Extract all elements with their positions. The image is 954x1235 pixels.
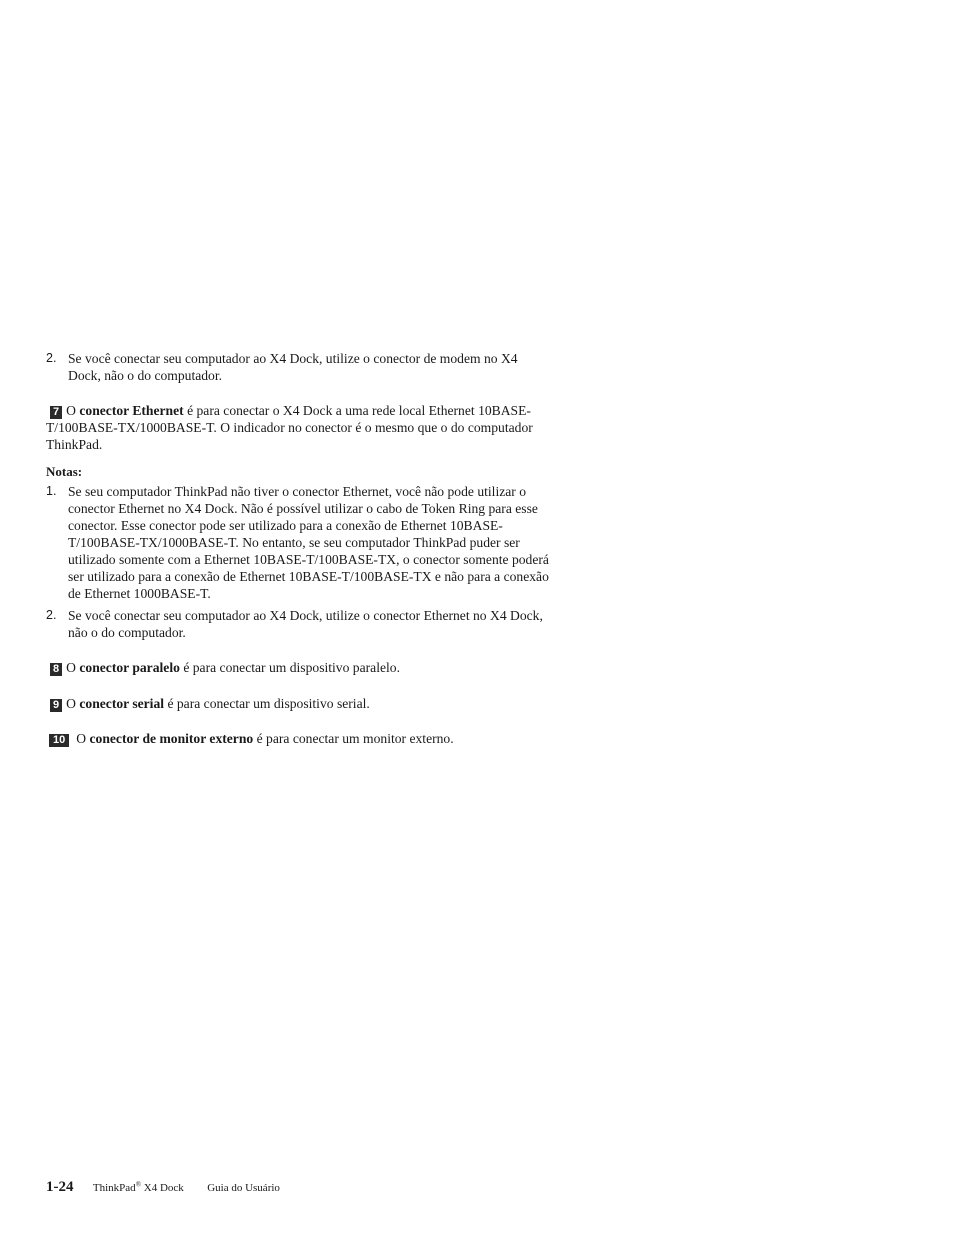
lead-text: O	[66, 403, 76, 418]
term-ethernet: conector Ethernet	[79, 403, 184, 418]
lead-text: O	[76, 731, 87, 746]
list-item-text: Se você conectar seu computador ao X4 Dock, utilize o conector Ethernet no X4 Dock, não o do computador.	[68, 608, 543, 640]
serial-description: é para conectar um dispositivo serial.	[167, 696, 370, 711]
product-model: X4 Dock	[143, 1182, 184, 1194]
list-item-note-1	[46, 483, 551, 602]
list-item-modem-note	[46, 350, 551, 384]
page-number: 1-24	[46, 1179, 74, 1195]
serial-paragraph	[46, 695, 551, 712]
page-content	[46, 350, 551, 747]
lead-text: O	[66, 696, 76, 711]
parallel-description: é para conectar um dispositivo paralelo.	[183, 660, 400, 675]
ethernet-paragraph	[46, 402, 551, 453]
callout-badge-10: 10	[49, 734, 69, 747]
list-number: 2.	[46, 351, 57, 365]
notes-label: Notas:	[46, 464, 83, 479]
monitor-description: é para conectar um monitor externo.	[256, 731, 454, 746]
list-number: 2.	[46, 608, 57, 622]
callout-badge-7: 7	[50, 406, 62, 419]
term-serial: conector serial	[79, 696, 165, 711]
term-parallel: conector paralelo	[79, 660, 180, 675]
guide-title: Guia do Usuário	[207, 1182, 280, 1194]
page-footer	[46, 1178, 280, 1197]
callout-badge-9: 9	[50, 699, 62, 712]
list-item-text: Se seu computador ThinkPad não tiver o conector Ethernet, você não pode utilizar o conector Ethernet no X4 Dock. Não é possível utilizar o cabo de Token Ring para esse conector. Esse conector pode ser utilizado para a conexão de Ethernet 10BASE-T/100BASE-TX/1000BASE-T. No entanto, se seu computador ThinkPad puder ser utilizado somente com a Ethernet 10BASE-T/100BASE-TX, o conector somente poderá ser utilizado para a conexão de Ethernet 10BASE-T/100BASE-TX e não para a conexão de Ethernet 1000BASE-T.	[68, 484, 549, 601]
list-item-text: Se você conectar seu computador ao X4 Dock, utilize o conector de modem no X4 Dock, não o do computador.	[68, 351, 518, 383]
monitor-paragraph	[46, 730, 551, 747]
list-number: 1.	[46, 484, 57, 498]
parallel-paragraph	[46, 659, 551, 676]
callout-badge-8: 8	[50, 663, 62, 676]
term-monitor: conector de monitor externo	[89, 731, 254, 746]
registered-mark: ®	[135, 1180, 142, 1189]
product-name	[93, 1182, 184, 1194]
list-item-note-2	[46, 607, 551, 641]
lead-text: O	[66, 660, 76, 675]
ethernet-description: é para conectar o X4 Dock a uma rede local Ethernet 10BASE-T/100BASE-TX/1000BASE-T. O indicador no conector é o mesmo que o do computador ThinkPad.	[46, 403, 533, 452]
product-brand: ThinkPad	[92, 1182, 136, 1194]
